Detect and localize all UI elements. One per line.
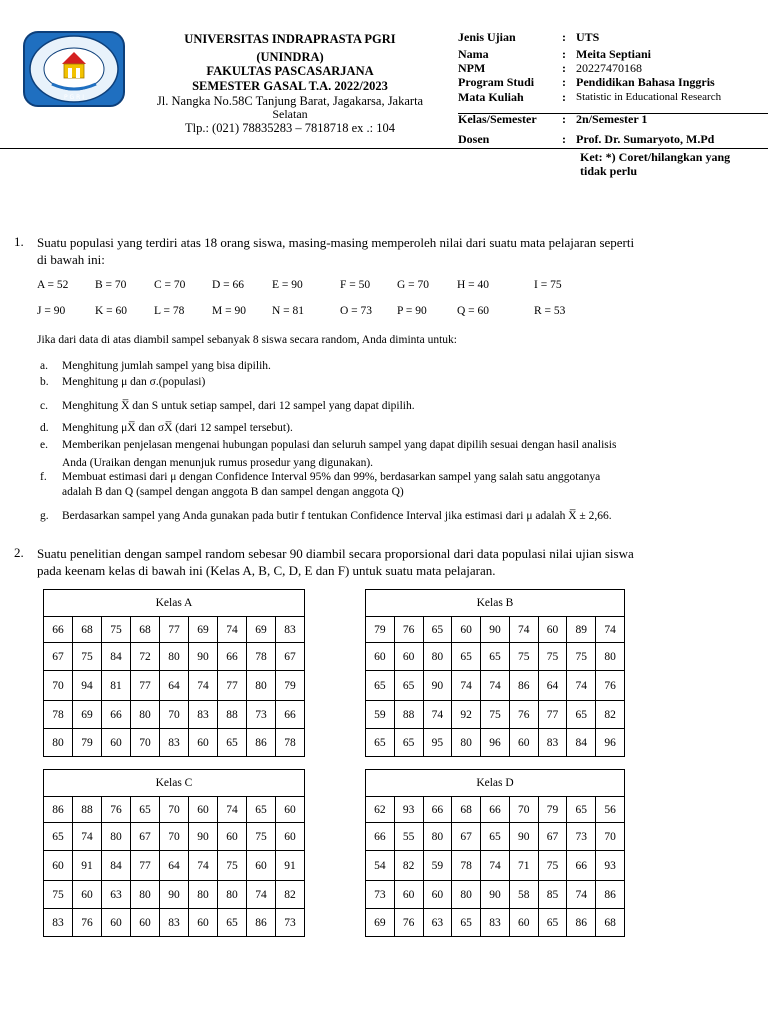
table-cell: 60 — [366, 643, 395, 671]
value-item: D = 66 — [212, 279, 245, 291]
table-cell: 65 — [423, 617, 452, 643]
table-cell: 75 — [538, 851, 567, 881]
table-cell: 83 — [44, 909, 73, 937]
table-cell: 80 — [102, 823, 131, 851]
table-cell: 60 — [189, 729, 218, 757]
table-cell: 60 — [189, 797, 218, 823]
table-cell: 74 — [596, 617, 625, 643]
table-cell: 79 — [366, 617, 395, 643]
table-cell: 75 — [247, 823, 276, 851]
value-item: Q = 60 — [457, 305, 490, 317]
table-cell: 65 — [44, 823, 73, 851]
meta-value: 2n/Semester 1 — [576, 112, 648, 126]
meta-value: Pendidikan Bahasa Inggris — [576, 75, 715, 89]
table-cell: 75 — [509, 643, 538, 671]
value-item: L = 78 — [154, 305, 185, 317]
table-cell: 70 — [160, 823, 189, 851]
table-cell: 76 — [596, 671, 625, 701]
table-cell: 74 — [567, 671, 596, 701]
table-row — [44, 881, 305, 909]
table-cell: 80 — [596, 643, 625, 671]
table-cell: 60 — [131, 909, 160, 937]
table-kelas-a — [43, 589, 305, 757]
table-cell: 60 — [394, 881, 423, 909]
table-cell: 60 — [73, 881, 102, 909]
table-cell: 74 — [452, 671, 481, 701]
table-cell: 86 — [247, 909, 276, 937]
table-cell: 96 — [596, 729, 625, 757]
table-cell: 74 — [218, 797, 247, 823]
table-row — [366, 729, 625, 757]
table-cell: 65 — [247, 797, 276, 823]
table-cell: 60 — [102, 729, 131, 757]
table-cell: 67 — [276, 643, 305, 671]
table-row — [44, 851, 305, 881]
table-cell: 75 — [481, 701, 510, 729]
meta-value: 20227470168 — [576, 61, 642, 75]
table-cell: 74 — [218, 617, 247, 643]
table-cell: 76 — [102, 797, 131, 823]
meta-label: Jenis Ujian — [458, 30, 516, 44]
table-cell: 74 — [423, 701, 452, 729]
table-cell: 75 — [218, 851, 247, 881]
table-cell: 84 — [567, 729, 596, 757]
table-kelas-d — [365, 769, 625, 937]
table-row — [366, 797, 625, 823]
q1-population-values — [37, 279, 737, 319]
table-cell: 82 — [596, 701, 625, 729]
university-logo — [22, 30, 126, 108]
value-item: C = 70 — [154, 279, 186, 291]
table-cell: 81 — [102, 671, 131, 701]
table-cell: 74 — [481, 671, 510, 701]
table-cell: 60 — [276, 823, 305, 851]
table-cell: 70 — [596, 823, 625, 851]
table-cell: 93 — [596, 851, 625, 881]
table-cell: 78 — [276, 729, 305, 757]
table-cell: 89 — [567, 617, 596, 643]
table-cell: 96 — [481, 729, 510, 757]
table-cell: 73 — [276, 909, 305, 937]
table-cell: 65 — [452, 909, 481, 937]
table-cell: 90 — [189, 643, 218, 671]
header-divider — [0, 148, 768, 149]
value-item: P = 90 — [397, 305, 427, 317]
table-cell: 65 — [567, 797, 596, 823]
header-university: UNIVERSITAS INDRAPRASTA PGRI — [184, 32, 396, 46]
table-cell: 84 — [102, 643, 131, 671]
table-cell: 74 — [73, 823, 102, 851]
table-cell: 77 — [160, 617, 189, 643]
table-cell: 76 — [73, 909, 102, 937]
table-cell: 65 — [452, 643, 481, 671]
q2-intro: Suatu penelitian dengan sampel random sebesar 90 diambil secara proporsional dari data populasi nilai ujian siswa pada keenam kelas di bawah ini (Kelas A, B, C, D, E dan F) untuk suatu mata pelajaran. — [37, 546, 634, 578]
header-faculty: FAKULTAS PASCASARJANA — [206, 64, 374, 78]
value-item: B = 70 — [95, 279, 127, 291]
table-cell: 86 — [44, 797, 73, 823]
table-cell: 66 — [218, 643, 247, 671]
table-cell: 65 — [394, 671, 423, 701]
table-cell: 83 — [160, 729, 189, 757]
table-row — [44, 909, 305, 937]
table-cell: 67 — [131, 823, 160, 851]
table-cell: 63 — [423, 909, 452, 937]
meta-label: Kelas/Semester — [458, 112, 537, 126]
value-item: O = 73 — [340, 305, 373, 317]
table-cell: 77 — [131, 671, 160, 701]
table-cell: 59 — [423, 851, 452, 881]
table-cell: 70 — [160, 797, 189, 823]
table-cell: 70 — [509, 797, 538, 823]
meta-value: Meita Septiani — [576, 47, 651, 61]
table-cell: 67 — [538, 823, 567, 851]
value-item: A = 52 — [37, 279, 69, 291]
table-row — [366, 909, 625, 937]
header-abbr: (UNINDRA) — [256, 50, 324, 64]
header-semester: SEMESTER GASAL T.A. 2022/2023 — [192, 79, 388, 93]
table-cell: 74 — [189, 851, 218, 881]
table-row — [366, 643, 625, 671]
meta-value: UTS — [576, 30, 600, 44]
q1-number: 1. — [14, 234, 24, 249]
table-cell: 60 — [509, 909, 538, 937]
table-cell: 90 — [189, 823, 218, 851]
table-cell: 73 — [567, 823, 596, 851]
table-cell: 74 — [509, 617, 538, 643]
table-cell: 80 — [452, 881, 481, 909]
meta-divider — [458, 113, 768, 114]
table-cell: 90 — [481, 881, 510, 909]
value-item: E = 90 — [272, 279, 303, 291]
table-row — [366, 851, 625, 881]
table-cell: 75 — [73, 643, 102, 671]
table-cell: 73 — [247, 701, 276, 729]
table-cell: 58 — [509, 881, 538, 909]
value-item: H = 40 — [457, 279, 490, 291]
table-cell: 77 — [131, 851, 160, 881]
table-cell: 91 — [276, 851, 305, 881]
table-cell: 70 — [160, 701, 189, 729]
meta-label: Dosen — [458, 132, 490, 146]
table-cell: 75 — [44, 881, 73, 909]
table-cell: 66 — [567, 851, 596, 881]
table-cell: 90 — [509, 823, 538, 851]
value-item: I = 75 — [534, 279, 562, 291]
table-row — [44, 617, 305, 643]
table-cell: 74 — [567, 881, 596, 909]
table-cell: 78 — [452, 851, 481, 881]
header-phone: Tlp.: (021) 78835283 – 7818718 ex .: 104 — [184, 121, 396, 135]
table-cell: 66 — [276, 701, 305, 729]
q1-task: Jika dari data di atas diambil sampel sebanyak 8 siswa secara random, Anda diminta untuk: — [37, 334, 457, 346]
table-cell: 76 — [509, 701, 538, 729]
table-row — [44, 701, 305, 729]
table-cell: 80 — [218, 881, 247, 909]
table-cell: 83 — [538, 729, 567, 757]
q1-items: a. Menghitung jumlah sampel yang bisa dipilih. b. Menghitung μ dan σ.(populasi) c. Menghitung X̅ dan S untuk setiap sampel, dari 12 sampel yang dapat dipilih. d. Menghitung μX̅ dan σX̅ (dari 12 sampel tersebut). e. Memberikan penjelasan mengenai hubungan populasi dan seluruh sampel yang dapat dipilih sesuai dengan hasil analisis Anda (Uraikan dengan menunjuk rumus prosedur yang digunakan). f. Membuat estimasi dari μ dengan Confidence Interval 95% dan 99%, berdasarkan sampel yang salah satu anggotanya adalah B dan Q (sampel dengan anggota B dan sampel dengan anggota Q) g. Berdasarkan sampel yang Anda gunakan pada butir f tentukan Confidence Interval jika estimasi dari μ adalah X̅ ± 2,66. — [40, 360, 617, 522]
table-cell: 65 — [567, 701, 596, 729]
table-row — [44, 643, 305, 671]
table-cell: 60 — [276, 797, 305, 823]
value-item: M = 90 — [212, 305, 246, 317]
svg-text:P G R I: P G R I — [64, 94, 84, 101]
table-cell: 65 — [394, 729, 423, 757]
table-title: Kelas D — [366, 770, 625, 797]
table-cell: 64 — [538, 671, 567, 701]
table-cell: 56 — [596, 797, 625, 823]
table-cell: 83 — [276, 617, 305, 643]
table-cell: 85 — [538, 881, 567, 909]
table-cell: 79 — [276, 671, 305, 701]
table-cell: 88 — [73, 797, 102, 823]
table-cell: 80 — [423, 643, 452, 671]
header-address: Jl. Nangka No.58C Tanjung Barat, Jagakarsa, Jakarta — [156, 94, 424, 108]
table-cell: 91 — [73, 851, 102, 881]
meta-value: Statistic in Educational Research — [576, 91, 722, 103]
table-cell: 80 — [131, 701, 160, 729]
q1-intro: Suatu populasi yang terdiri atas 18 orang siswa, masing-masing memperoleh nilai dari suatu mata pelajaran seperti di bawah ini: — [37, 235, 635, 267]
table-cell: 69 — [366, 909, 395, 937]
table-cell: 75 — [102, 617, 131, 643]
table-cell: 75 — [567, 643, 596, 671]
table-cell: 86 — [596, 881, 625, 909]
table-cell: 88 — [218, 701, 247, 729]
table-cell: 63 — [102, 881, 131, 909]
meta-label: NPM — [458, 61, 486, 75]
table-cell: 60 — [509, 729, 538, 757]
table-cell: 90 — [481, 617, 510, 643]
table-cell: 60 — [218, 823, 247, 851]
table-cell: 78 — [44, 701, 73, 729]
value-item: G = 70 — [397, 279, 430, 291]
table-cell: 65 — [218, 729, 247, 757]
meta-label: Nama — [458, 47, 489, 61]
table-cell: 60 — [452, 617, 481, 643]
meta-label: Program Studi — [458, 75, 535, 89]
table-row — [366, 881, 625, 909]
table-cell: 69 — [189, 617, 218, 643]
value-item: R = 53 — [534, 305, 566, 317]
table-cell: 71 — [509, 851, 538, 881]
table-cell: 69 — [247, 617, 276, 643]
value-item: F = 50 — [340, 279, 371, 291]
table-cell: 88 — [394, 701, 423, 729]
table-cell: 60 — [44, 851, 73, 881]
table-cell: 77 — [538, 701, 567, 729]
table-cell: 95 — [423, 729, 452, 757]
table-cell: 66 — [44, 617, 73, 643]
value-item: N = 81 — [272, 305, 305, 317]
table-cell: 74 — [247, 881, 276, 909]
table-cell: 60 — [423, 881, 452, 909]
table-cell: 66 — [423, 797, 452, 823]
table-cell: 64 — [160, 851, 189, 881]
table-cell: 65 — [218, 909, 247, 937]
table-cell: 66 — [481, 797, 510, 823]
table-cell: 65 — [131, 797, 160, 823]
table-title: Kelas B — [366, 590, 625, 617]
table-row — [44, 823, 305, 851]
table-cell: 80 — [131, 881, 160, 909]
table-cell: 72 — [131, 643, 160, 671]
table-cell: 64 — [160, 671, 189, 701]
table-title: Kelas A — [44, 590, 305, 617]
table-row — [44, 671, 305, 701]
table-row — [366, 671, 625, 701]
table-cell: 80 — [160, 643, 189, 671]
table-cell: 79 — [73, 729, 102, 757]
table-cell: 65 — [481, 823, 510, 851]
header-address-2: Selatan — [272, 107, 308, 121]
table-row — [366, 701, 625, 729]
table-cell: 74 — [189, 671, 218, 701]
table-cell: 82 — [276, 881, 305, 909]
table-cell: 76 — [394, 909, 423, 937]
table-cell: 94 — [73, 671, 102, 701]
table-title: Kelas C — [44, 770, 305, 797]
table-cell: 86 — [509, 671, 538, 701]
table-cell: 79 — [538, 797, 567, 823]
table-cell: 93 — [394, 797, 423, 823]
table-cell: 68 — [73, 617, 102, 643]
table-row — [44, 729, 305, 757]
table-row — [366, 823, 625, 851]
table-cell: 65 — [366, 671, 395, 701]
table-cell: 68 — [452, 797, 481, 823]
exam-info: Jenis Ujian : UTS Nama : Meita Septiani NPM : 20227470168 Program Studi : Pendidikan Bahasa Inggris Mata Kuliah : Statistic in Educational Research Kelas/Semester : 2n/Semester 1 Dosen : Prof. Dr. Sumaryoto, M.Pd — [458, 30, 763, 146]
table-cell: 83 — [160, 909, 189, 937]
table-cell: 80 — [423, 823, 452, 851]
table-cell: 76 — [394, 617, 423, 643]
table-cell: 65 — [481, 643, 510, 671]
value-item: J = 90 — [37, 305, 66, 317]
table-cell: 68 — [596, 909, 625, 937]
table-cell: 75 — [538, 643, 567, 671]
value-item: K = 60 — [95, 305, 128, 317]
table-cell: 82 — [394, 851, 423, 881]
table-cell: 60 — [247, 851, 276, 881]
note: Ket: *) Coret/hilangkan yang tidak perlu — [580, 150, 731, 178]
table-cell: 68 — [131, 617, 160, 643]
table-cell: 73 — [366, 881, 395, 909]
table-cell: 67 — [452, 823, 481, 851]
table-cell: 90 — [423, 671, 452, 701]
table-cell: 84 — [102, 851, 131, 881]
table-cell: 80 — [189, 881, 218, 909]
table-cell: 59 — [366, 701, 395, 729]
table-cell: 65 — [538, 909, 567, 937]
meta-label: Mata Kuliah — [458, 90, 524, 104]
table-cell: 86 — [247, 729, 276, 757]
table-cell: 86 — [567, 909, 596, 937]
table-cell: 55 — [394, 823, 423, 851]
table-cell: 80 — [44, 729, 73, 757]
table-cell: 70 — [131, 729, 160, 757]
q2-number: 2. — [14, 545, 24, 560]
table-row — [44, 797, 305, 823]
table-cell: 65 — [366, 729, 395, 757]
table-cell: 77 — [218, 671, 247, 701]
table-cell: 66 — [366, 823, 395, 851]
table-cell: 69 — [73, 701, 102, 729]
table-cell: 74 — [481, 851, 510, 881]
table-row — [366, 617, 625, 643]
table-cell: 60 — [189, 909, 218, 937]
table-kelas-c — [43, 769, 305, 937]
table-cell: 60 — [394, 643, 423, 671]
meta-value: Prof. Dr. Sumaryoto, M.Pd — [576, 132, 715, 146]
table-cell: 90 — [160, 881, 189, 909]
table-cell: 92 — [452, 701, 481, 729]
table-cell: 54 — [366, 851, 395, 881]
table-cell: 78 — [247, 643, 276, 671]
table-cell: 80 — [247, 671, 276, 701]
table-cell: 83 — [481, 909, 510, 937]
table-cell: 62 — [366, 797, 395, 823]
table-cell: 67 — [44, 643, 73, 671]
table-cell: 60 — [102, 909, 131, 937]
table-cell: 60 — [538, 617, 567, 643]
table-cell: 66 — [102, 701, 131, 729]
table-cell: 80 — [452, 729, 481, 757]
table-cell: 70 — [44, 671, 73, 701]
table-kelas-b — [365, 589, 625, 757]
table-cell: 83 — [189, 701, 218, 729]
